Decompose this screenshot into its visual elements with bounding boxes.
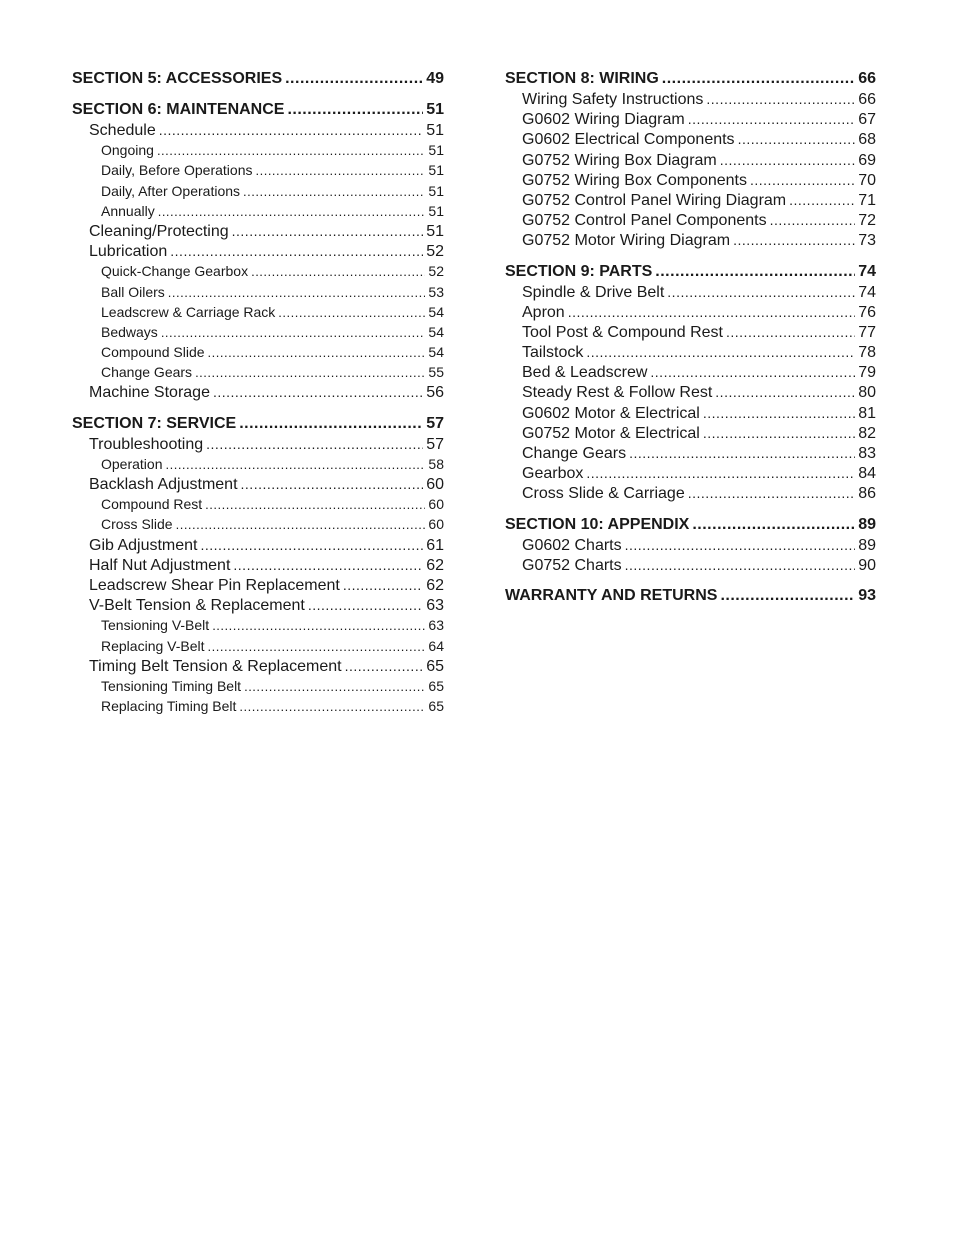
toc-entry-title: Steady Rest & Follow Rest: [522, 384, 713, 402]
toc-entry-title: Replacing Timing Belt: [101, 698, 237, 715]
dot-leader: [343, 575, 423, 595]
toc-entry-title: G0602 Charts: [522, 536, 622, 554]
dot-leader: [345, 656, 424, 676]
toc-page-number: 57: [426, 435, 444, 453]
toc-entry-g0602-motor-electrical[interactable]: [505, 403, 876, 423]
toc-entry-title: G0752 Control Panel Components: [522, 212, 767, 230]
toc-page-number: 52: [426, 243, 444, 261]
toc-entry-spindle-drive-belt[interactable]: [505, 282, 876, 302]
toc-page-number: 63: [428, 617, 444, 634]
toc-entry-ongoing[interactable]: [72, 140, 444, 160]
dot-leader: [662, 69, 855, 89]
dot-leader: [770, 210, 856, 230]
dot-leader: [688, 483, 855, 503]
toc-entry-leadscrew-shear-pin-replacement[interactable]: [72, 575, 444, 595]
toc-page-number: 60: [426, 476, 444, 493]
toc-page-number: 51: [428, 142, 444, 159]
toc-entry-title: Operation: [101, 455, 163, 472]
toc-entry-g0602-electrical-components[interactable]: [505, 129, 876, 149]
toc-entry-half-nut-adjustment[interactable]: [72, 555, 444, 575]
dot-leader: [692, 515, 855, 535]
toc-section-section-5-accessories[interactable]: [72, 69, 444, 89]
toc-entry-title: SECTION 10: APPENDIX: [505, 515, 690, 533]
dot-leader: [201, 535, 424, 555]
toc-entry-title: G0752 Charts: [522, 556, 622, 574]
toc-entry-title: Cross Slide & Carriage: [522, 485, 685, 503]
toc-entry-title: Compound Rest: [101, 496, 203, 513]
toc-page-number: 76: [858, 303, 876, 321]
toc-page-number: 86: [858, 485, 876, 503]
toc-entry-apron[interactable]: [505, 302, 876, 322]
toc-entry-title: Bed & Leadscrew: [522, 364, 648, 382]
toc-page-number: 73: [858, 232, 876, 250]
toc-entry-title: G0752 Motor & Electrical: [522, 424, 700, 442]
dot-leader: [241, 474, 424, 494]
toc-page-number: 56: [426, 384, 444, 402]
toc-entry-tensioning-v-belt[interactable]: [72, 615, 444, 635]
dot-leader: [205, 495, 425, 515]
toc-entry-annually[interactable]: [72, 201, 444, 221]
toc-entry-title: Cross Slide: [101, 516, 173, 533]
toc-page-number: 69: [858, 151, 876, 169]
toc-page-number: 51: [426, 222, 444, 240]
dot-leader: [733, 230, 855, 250]
toc-entry-cleaning-protecting[interactable]: [72, 221, 444, 241]
dot-leader: [161, 323, 426, 343]
toc-entry-title: Ball Oilers: [101, 283, 165, 300]
toc-entry-title: Leadscrew Shear Pin Replacement: [89, 576, 340, 594]
dot-leader: [667, 282, 855, 302]
toc-page-number: 58: [428, 455, 444, 472]
dot-leader: [239, 414, 423, 434]
toc-entry-bedways[interactable]: [72, 322, 444, 342]
dot-leader: [165, 455, 425, 475]
toc-page-number: 49: [426, 70, 444, 87]
dot-leader: [720, 150, 855, 170]
toc-entry-title: Tensioning V-Belt: [101, 617, 210, 634]
toc-page-number: 71: [858, 191, 876, 209]
toc-page-number: 51: [428, 182, 444, 199]
dot-leader: [720, 586, 855, 606]
toc-section-section-7-service[interactable]: [72, 414, 444, 434]
dot-leader: [158, 202, 426, 222]
dot-leader: [243, 182, 425, 202]
dot-leader: [308, 595, 423, 615]
dot-leader: [789, 190, 855, 210]
dot-leader: [750, 170, 855, 190]
dot-leader: [650, 362, 855, 382]
toc-page-number: 54: [428, 323, 444, 340]
toc-page-number: 51: [428, 162, 444, 179]
toc-entry-title: Daily, Before Operations: [101, 162, 253, 179]
toc-entry-title: Leadscrew & Carriage Rack: [101, 303, 276, 320]
dot-leader: [703, 403, 855, 423]
toc-entry-title: WARRANTY AND RETURNS: [505, 586, 718, 604]
toc-page-number: 51: [428, 202, 444, 219]
toc-page-number: 70: [858, 171, 876, 189]
toc-entry-title: Troubleshooting: [89, 435, 204, 453]
toc-entry-title: G0752 Wiring Box Components: [522, 171, 747, 189]
dot-leader: [625, 535, 856, 555]
toc-page-number: 60: [428, 496, 444, 513]
toc-page-number: 66: [858, 91, 876, 108]
toc-page-number: 62: [426, 576, 444, 594]
toc-entry-title: V-Belt Tension & Replacement: [89, 597, 305, 615]
toc-page-number: 84: [858, 465, 876, 483]
toc-entry-title: Daily, After Operations: [101, 182, 241, 199]
toc-entry-title: Cleaning/Protecting: [89, 222, 229, 240]
toc-entry-title: Half Nut Adjustment: [89, 556, 231, 574]
toc-entry-title: G0602 Motor & Electrical: [522, 404, 700, 422]
toc-entry-change-gears[interactable]: [72, 362, 444, 382]
dot-leader: [244, 677, 425, 697]
dot-leader: [239, 697, 425, 717]
dot-leader: [255, 161, 425, 181]
toc-section-section-10-appendix[interactable]: [505, 515, 876, 535]
toc-entry-title: SECTION 8: WIRING: [505, 70, 659, 87]
toc-entry-title: Tailstock: [522, 344, 584, 362]
toc-page-number: 65: [426, 657, 444, 675]
toc-entry-machine-storage[interactable]: [72, 382, 444, 402]
dot-leader: [278, 303, 425, 323]
toc-entry-title: Machine Storage: [89, 384, 210, 402]
toc-entry-title: Quick-Change Gearbox: [101, 263, 249, 280]
toc-entry-title: Ongoing: [101, 142, 154, 159]
dot-leader: [213, 382, 423, 402]
dot-leader: [738, 129, 856, 149]
dot-leader: [195, 363, 425, 383]
toc-page-number: 61: [426, 536, 444, 554]
toc-section-warranty-and-returns[interactable]: [505, 586, 876, 606]
toc-section-section-8-wiring[interactable]: [505, 69, 876, 89]
toc-entry-title: SECTION 5: ACCESSORIES: [72, 70, 283, 87]
toc-page-number: 54: [428, 303, 444, 320]
toc-page-number: 67: [858, 111, 876, 129]
dot-leader: [208, 343, 426, 363]
toc-entry-tailstock[interactable]: [505, 342, 876, 362]
dot-leader: [159, 120, 423, 140]
dot-leader: [568, 302, 856, 322]
dot-leader: [206, 434, 423, 454]
dot-leader: [233, 555, 423, 575]
toc-section-section-6-maintenance[interactable]: [72, 100, 444, 120]
dot-leader: [170, 241, 423, 261]
toc-entry-cross-slide[interactable]: [72, 514, 444, 534]
toc-page-number: 89: [858, 515, 876, 533]
toc-entry-title: SECTION 9: PARTS: [505, 262, 653, 280]
dot-leader: [715, 382, 855, 402]
toc-entry-title: Bedways: [101, 323, 158, 340]
toc-page-number: 78: [858, 344, 876, 362]
toc-page-number: 83: [858, 445, 876, 462]
dot-leader: [726, 322, 855, 342]
toc-entry-title: G0752 Motor Wiring Diagram: [522, 232, 731, 250]
toc-entry-g0752-wiring-box-diagram[interactable]: [505, 150, 876, 170]
toc-entry-g0752-motor-wiring-diagram[interactable]: [505, 230, 876, 250]
toc-section-section-9-parts[interactable]: [505, 262, 876, 282]
dot-leader: [629, 443, 855, 463]
toc-entry-v-belt-tension-replacement[interactable]: [72, 595, 444, 615]
toc-left-column: [72, 69, 444, 716]
dot-leader: [688, 109, 855, 129]
toc-page-number: 60: [428, 516, 444, 533]
dot-leader: [232, 221, 424, 241]
toc-entry-title: Timing Belt Tension & Replacement: [89, 657, 342, 675]
toc-entry-gearbox[interactable]: [505, 463, 876, 483]
toc-entry-title: Backlash Adjustment: [89, 476, 238, 493]
toc-page-number: 64: [428, 637, 444, 654]
toc-entry-daily-after-operations[interactable]: [72, 181, 444, 201]
dot-leader: [625, 555, 856, 575]
toc-entry-title: Gearbox: [522, 465, 584, 483]
toc-page-number: 81: [858, 404, 876, 422]
toc-page-number: 80: [858, 384, 876, 402]
toc-page-number: 66: [858, 70, 876, 87]
toc-entry-cross-slide-carriage[interactable]: [505, 483, 876, 503]
toc-entry-tool-post-compound-rest[interactable]: [505, 322, 876, 342]
toc-entry-schedule[interactable]: [72, 120, 444, 140]
toc-entry-g0602-charts[interactable]: [505, 535, 876, 555]
dot-leader: [655, 262, 855, 282]
toc-entry-title: Wiring Safety Instructions: [522, 91, 704, 108]
dot-leader: [287, 100, 423, 120]
dot-leader: [176, 515, 426, 535]
toc-entry-title: G0602 Wiring Diagram: [522, 111, 685, 129]
toc-entry-leadscrew-carriage-rack[interactable]: [72, 302, 444, 322]
toc-page-number: 68: [858, 131, 876, 149]
toc-page-number: 72: [858, 212, 876, 230]
toc-page-number: 65: [428, 677, 444, 694]
toc-entry-ball-oilers[interactable]: [72, 282, 444, 302]
toc-entry-title: Tool Post & Compound Rest: [522, 323, 723, 341]
toc-page-number: 57: [426, 414, 444, 432]
toc-page-number: 90: [858, 556, 876, 574]
dot-leader: [212, 616, 425, 636]
toc-entry-title: SECTION 6: MAINTENANCE: [72, 101, 285, 118]
dot-leader: [157, 141, 425, 161]
toc-entry-wiring-safety-instructions[interactable]: [505, 89, 876, 109]
toc-entry-g0752-control-panel-components[interactable]: [505, 210, 876, 230]
toc-right-column: [505, 69, 876, 606]
toc-page-number: 77: [858, 323, 876, 341]
toc-entry-title: Apron: [522, 303, 565, 321]
toc-page-number: 74: [858, 262, 876, 280]
toc-page-number: 52: [428, 263, 444, 280]
toc-entry-quick-change-gearbox[interactable]: [72, 261, 444, 281]
toc-entry-title: G0752 Wiring Box Diagram: [522, 151, 717, 169]
dot-leader: [285, 69, 423, 89]
toc-entry-compound-rest[interactable]: [72, 494, 444, 514]
dot-leader: [251, 262, 425, 282]
dot-leader: [208, 637, 426, 657]
toc-page-number: 62: [426, 556, 444, 574]
toc-entry-title: Annually: [101, 202, 155, 219]
toc-entry-g0752-charts[interactable]: [505, 555, 876, 575]
toc-entry-compound-slide[interactable]: [72, 342, 444, 362]
toc-entry-steady-rest-follow-rest[interactable]: [505, 382, 876, 402]
toc-entry-timing-belt-tension-replacement[interactable]: [72, 656, 444, 676]
toc-entry-g0752-wiring-box-components[interactable]: [505, 170, 876, 190]
toc-entry-title: Tensioning Timing Belt: [101, 677, 242, 694]
toc-entry-g0752-control-panel-wiring-diagram[interactable]: [505, 190, 876, 210]
toc-entry-replacing-timing-belt[interactable]: [72, 696, 444, 716]
toc-entry-daily-before-operations[interactable]: [72, 160, 444, 180]
toc-entry-title: Change Gears: [522, 445, 627, 462]
dot-leader: [706, 89, 855, 109]
toc-entry-change-gears[interactable]: [505, 443, 876, 463]
toc-entry-title: Compound Slide: [101, 344, 205, 361]
toc-page-number: 51: [426, 122, 444, 139]
dot-leader: [586, 463, 855, 483]
toc-entry-tensioning-timing-belt[interactable]: [72, 676, 444, 696]
toc-page-number: 89: [858, 536, 876, 554]
toc-entry-title: Replacing V-Belt: [101, 637, 205, 654]
dot-leader: [703, 423, 855, 443]
toc-entry-title: G0602 Electrical Components: [522, 131, 735, 149]
toc-page-number: 79: [858, 364, 876, 382]
toc-page-number: 53: [428, 283, 444, 300]
toc-entry-lubrication[interactable]: [72, 241, 444, 261]
toc-page-number: 65: [428, 698, 444, 715]
toc-entry-g0752-motor-electrical[interactable]: [505, 423, 876, 443]
toc-entry-title: Schedule: [89, 122, 156, 139]
toc-page-number: 55: [428, 364, 444, 381]
toc-entry-title: SECTION 7: SERVICE: [72, 414, 237, 432]
toc-page-number: 82: [858, 424, 876, 442]
toc-entry-gib-adjustment[interactable]: [72, 535, 444, 555]
toc-entry-operation[interactable]: [72, 454, 444, 474]
toc-page-number: 63: [426, 597, 444, 615]
toc-page-number: 93: [858, 586, 876, 604]
toc-entry-bed-leadscrew[interactable]: [505, 362, 876, 382]
dot-leader: [168, 283, 426, 303]
toc-entry-replacing-v-belt[interactable]: [72, 636, 444, 656]
toc-entry-backlash-adjustment[interactable]: [72, 474, 444, 494]
toc-page-number: 74: [858, 283, 876, 301]
dot-leader: [586, 342, 855, 362]
toc-page-number: 51: [426, 101, 444, 118]
toc-entry-title: Spindle & Drive Belt: [522, 283, 665, 301]
toc-page-number: 54: [428, 344, 444, 361]
toc-entry-title: Lubrication: [89, 243, 168, 261]
toc-entry-title: Change Gears: [101, 364, 193, 381]
toc-entry-title: G0752 Control Panel Wiring Diagram: [522, 191, 787, 209]
toc-entry-g0602-wiring-diagram[interactable]: [505, 109, 876, 129]
toc-entry-title: Gib Adjustment: [89, 536, 198, 554]
toc-entry-troubleshooting[interactable]: [72, 434, 444, 454]
